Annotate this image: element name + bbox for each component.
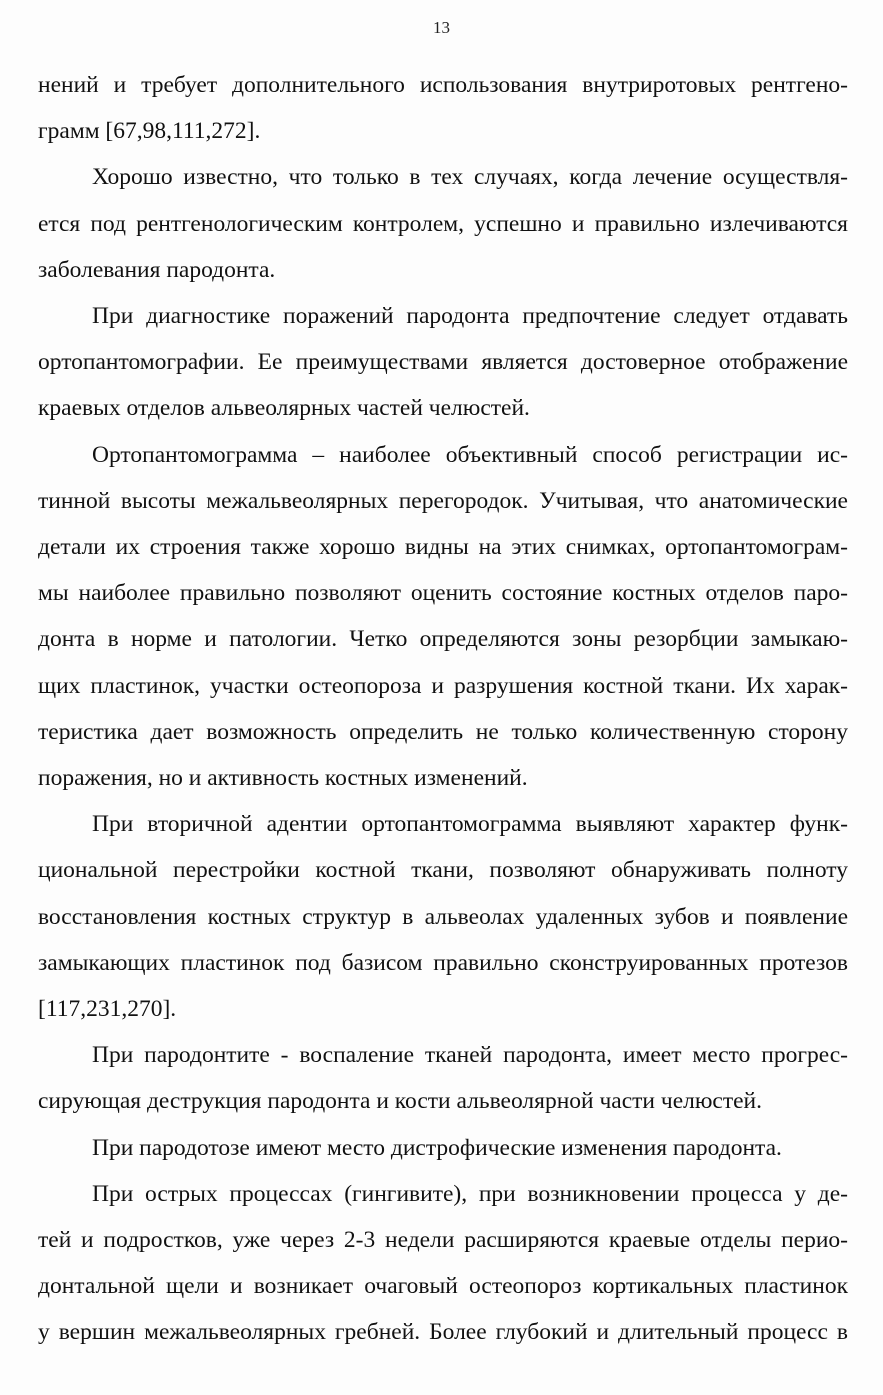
text-line: ортопантомографии. Ее преимуществами является достоверное отображение xyxy=(38,349,848,376)
text-line: тей и подростков, уже через 2-3 недели расширяются краевые отделы перио- xyxy=(38,1227,848,1254)
text-line: краевых отделов альвеолярных частей челюстей. xyxy=(38,395,530,422)
text-line: мы наиболее правильно позволяют оценить состояние костных отделов паро- xyxy=(38,580,848,607)
paragraph-3 xyxy=(38,293,848,432)
text-line: [117,231,270]. xyxy=(38,996,177,1023)
text-line: донтальной щели и возникает очаговый остеопороз кортикальных пластинок xyxy=(38,1273,848,1300)
text-line: донта в норме и патологии. Четко определяются зоны резорбции замыкаю- xyxy=(38,626,848,653)
text-line: теристика дает возможность определить не только количественную сторону xyxy=(38,718,848,745)
text-line: щих пластинок, участки остеопороза и разрушения костной ткани. Их харак- xyxy=(38,672,848,699)
text-line: При вторичной адентии ортопантомограмма выявляют характер функ- xyxy=(92,811,848,838)
text-line: При пародонтите - воспаление тканей пародонта, имеет место прогрес- xyxy=(92,1042,848,1069)
paragraph-6 xyxy=(38,1032,848,1124)
text-line: у вершин межальвеолярных гребней. Более глубокий и длительный процесс в xyxy=(38,1319,848,1346)
body-text xyxy=(38,62,848,1356)
paragraph-5 xyxy=(38,801,848,1032)
paragraph-7 xyxy=(38,1125,848,1171)
text-line: При пародотозе имеют место дистрофические изменения пародонта. xyxy=(92,1134,782,1161)
text-line: замыкающих пластинок под базисом правильно сконструированных протезов xyxy=(38,949,848,976)
text-line: восстановления костных структур в альвеолах удаленных зубов и появление xyxy=(38,903,848,930)
text-line: сирующая деструкция пародонта и кости альвеолярной части челюстей. xyxy=(38,1088,762,1115)
paragraph-4 xyxy=(38,432,848,802)
text-line: Хорошо известно, что только в тех случаях, когда лечение осуществля- xyxy=(92,164,848,191)
text-line: грамм [67,98,111,272]. xyxy=(38,118,261,145)
text-line: Ортопантомограмма – наиболее объективный способ регистрации ис- xyxy=(92,441,848,468)
text-line: заболевания пародонта. xyxy=(38,256,276,283)
paragraph-8 xyxy=(38,1171,848,1356)
text-line: детали их строения также хорошо видны на этих снимках, ортопантомограм- xyxy=(38,534,848,561)
text-line: При диагностике поражений пародонта предпочтение следует отдавать xyxy=(92,303,848,330)
page-number: 13 xyxy=(433,18,450,37)
text-line: При острых процессах (гингивите), при возникновении процесса у де- xyxy=(92,1180,848,1207)
text-line: нений и требует дополнительного использования внутриротовых рентгено- xyxy=(38,72,848,98)
paragraph-2 xyxy=(38,154,848,293)
text-line: ется под рентгенологическим контролем, успешно и правильно излечиваются xyxy=(38,210,848,237)
text-line: циональной перестройки костной ткани, позволяют обнаруживать полноту xyxy=(38,857,848,884)
text-line: поражения, но и активность костных изменений. xyxy=(38,765,528,792)
text-line: тинной высоты межальвеолярных перегородок. Учитывая, что анатомические xyxy=(38,487,848,514)
paragraph-1 xyxy=(38,62,848,154)
